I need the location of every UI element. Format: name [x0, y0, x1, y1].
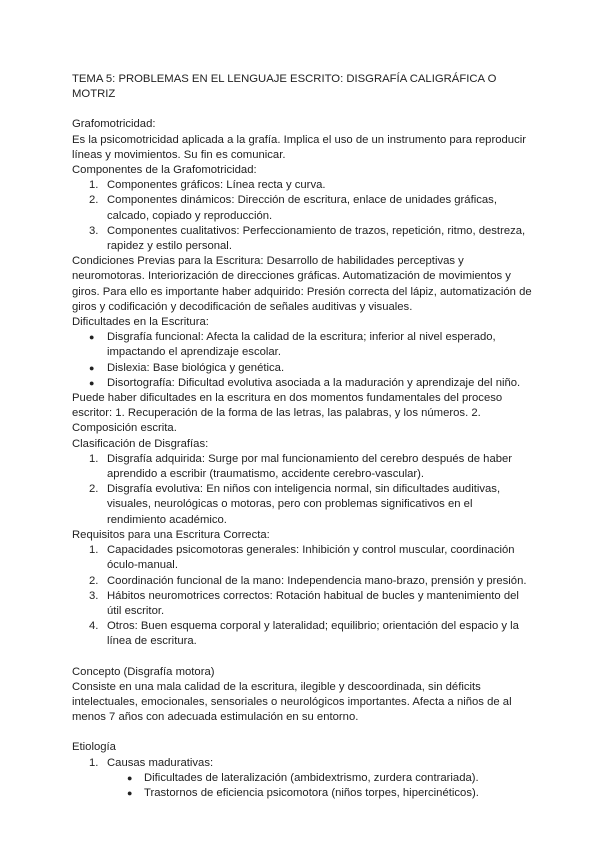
- list-item: 3. Componentes cualitativos: Perfeccionamiento de trazos, repetición, ritmo, destreza, rapidez y estilo personal.: [89, 224, 526, 253]
- list-item: ● Trastornos de eficiencia psicomotora (niños torpes, hipercinéticos).: [72, 786, 532, 801]
- componentes-list: [72, 178, 532, 254]
- requisitos-list: [72, 543, 532, 649]
- document-title: TEMA 5: PROBLEMAS EN EL LENGUAJE ESCRITO: DISGRAFÍA CALIGRÁFICA O MOTRIZ: [72, 73, 497, 101]
- list-item: 4. Otros: Buen esquema corporal y lateralidad; equilibrio; orientación del espacio y la línea de escritura.: [89, 620, 519, 648]
- etiologia-sublist: [72, 771, 532, 801]
- bullet-icon: ●: [127, 787, 133, 798]
- list-item: 2. Coordinación funcional de la mano: Independencia mano-brazo, prensión y presión.: [72, 574, 532, 589]
- list-marker: 3.: [89, 589, 99, 602]
- momentos-paragraph: Puede haber dificultades en la escritura en dos momentos fundamentales del proceso escritor: 1. Recuperación de la forma de las letras, las palabras, y los números. 2. Composición escrita.: [72, 392, 503, 435]
- list-item: ● Dificultades de lateralización (ambidextrismo, zurdera contrariada).: [72, 771, 532, 786]
- dificultades-list: [72, 330, 532, 391]
- list-marker: 1.: [89, 179, 99, 192]
- grafomotricidad-heading: Grafomotricidad:: [72, 118, 156, 131]
- list-item: 1. Componentes gráficos: Línea recta y curva.: [72, 178, 532, 193]
- list-marker: 1.: [89, 756, 99, 769]
- list-marker: 1.: [89, 452, 99, 465]
- grafomotricidad-text: Es la psicomotricidad aplicada a la grafía. Implica el uso de un instrumento para reproducir líneas y movimientos. Su fin es comunicar.: [72, 133, 526, 161]
- list-item: 2. Disgrafía evolutiva: En niños con inteligencia normal, sin dificultades auditivas, visuales, neurológicas o motoras, pero con problemas significativos en el rendimiento académico.: [89, 483, 501, 526]
- list-marker: 2.: [89, 194, 99, 207]
- list-item: 1. Capacidades psicomotoras generales: Inhibición y control muscular, coordinación óculo-manual.: [89, 544, 515, 572]
- clasificacion-list: [72, 452, 532, 528]
- bullet-icon: ●: [127, 772, 133, 783]
- list-item: ● Dislexia: Base biológica y genética.: [72, 361, 532, 376]
- concepto-text: Consiste en una mala calidad de la escritura, ilegible y descoordinada, sin déficits intelectuales, emocionales, sensoriales o neurológicos importantes. Afecta a niños de al menos 7 años con adecuada estimulación en su entorno.: [72, 680, 512, 724]
- list-marker: 4.: [89, 620, 99, 633]
- list-marker: 2.: [89, 483, 99, 496]
- bullet-icon: ●: [89, 362, 95, 373]
- componentes-heading: Componentes de la Grafomotricidad:: [72, 164, 257, 177]
- list-item: 2. Componentes dinámicos: Dirección de escritura, enlace de unidades gráficas, calcado, copiado y reproducción.: [89, 194, 497, 222]
- etiologia-heading: Etiología: [72, 741, 116, 754]
- requisitos-heading: Requisitos para una Escritura Correcta:: [72, 528, 270, 541]
- list-item: 3. Hábitos neuromotrices correctos: Rotación habitual de bucles y mantenimiento del útil escritor.: [89, 589, 519, 617]
- list-item: ● Disortografía: Dificultad evolutiva asociada a la maduración y aprendizaje del niño.: [72, 376, 532, 391]
- dificultades-heading: Dificultades en la Escritura:: [72, 316, 209, 329]
- document-content: [72, 72, 532, 801]
- list-item: 1. Causas madurativas:: [72, 756, 532, 771]
- concepto-heading: Concepto (Disgrafía motora): [72, 665, 215, 678]
- condiciones-paragraph: Condiciones Previas para la Escritura: Desarrollo de habilidades perceptivas y neuromotoras. Interiorización de direcciones gráficas. Automatización de movimientos y giros. Para ello es importante haber adquirido: Presión correcta del lápiz, automatización de giros y codificación y decodificación de señales auditivas y visuales.: [72, 255, 532, 313]
- bullet-icon: ●: [89, 332, 95, 343]
- etiologia-list: [72, 756, 532, 771]
- list-marker: 1.: [89, 544, 99, 557]
- bullet-icon: ●: [89, 377, 95, 388]
- list-item: 1. Disgrafía adquirida: Surge por mal funcionamiento del cerebro después de haber aprendido a escribir (traumatismo, accidente cerebro-vascular).: [89, 452, 513, 481]
- list-marker: 2.: [89, 574, 99, 587]
- clasificacion-heading: Clasificación de Disgrafías:: [72, 437, 209, 450]
- list-item: ● Disgrafía funcional: Afecta la calidad de la escritura; inferior al nivel esperado, impactando el aprendizaje escolar.: [89, 331, 496, 359]
- list-marker: 3.: [89, 224, 99, 237]
